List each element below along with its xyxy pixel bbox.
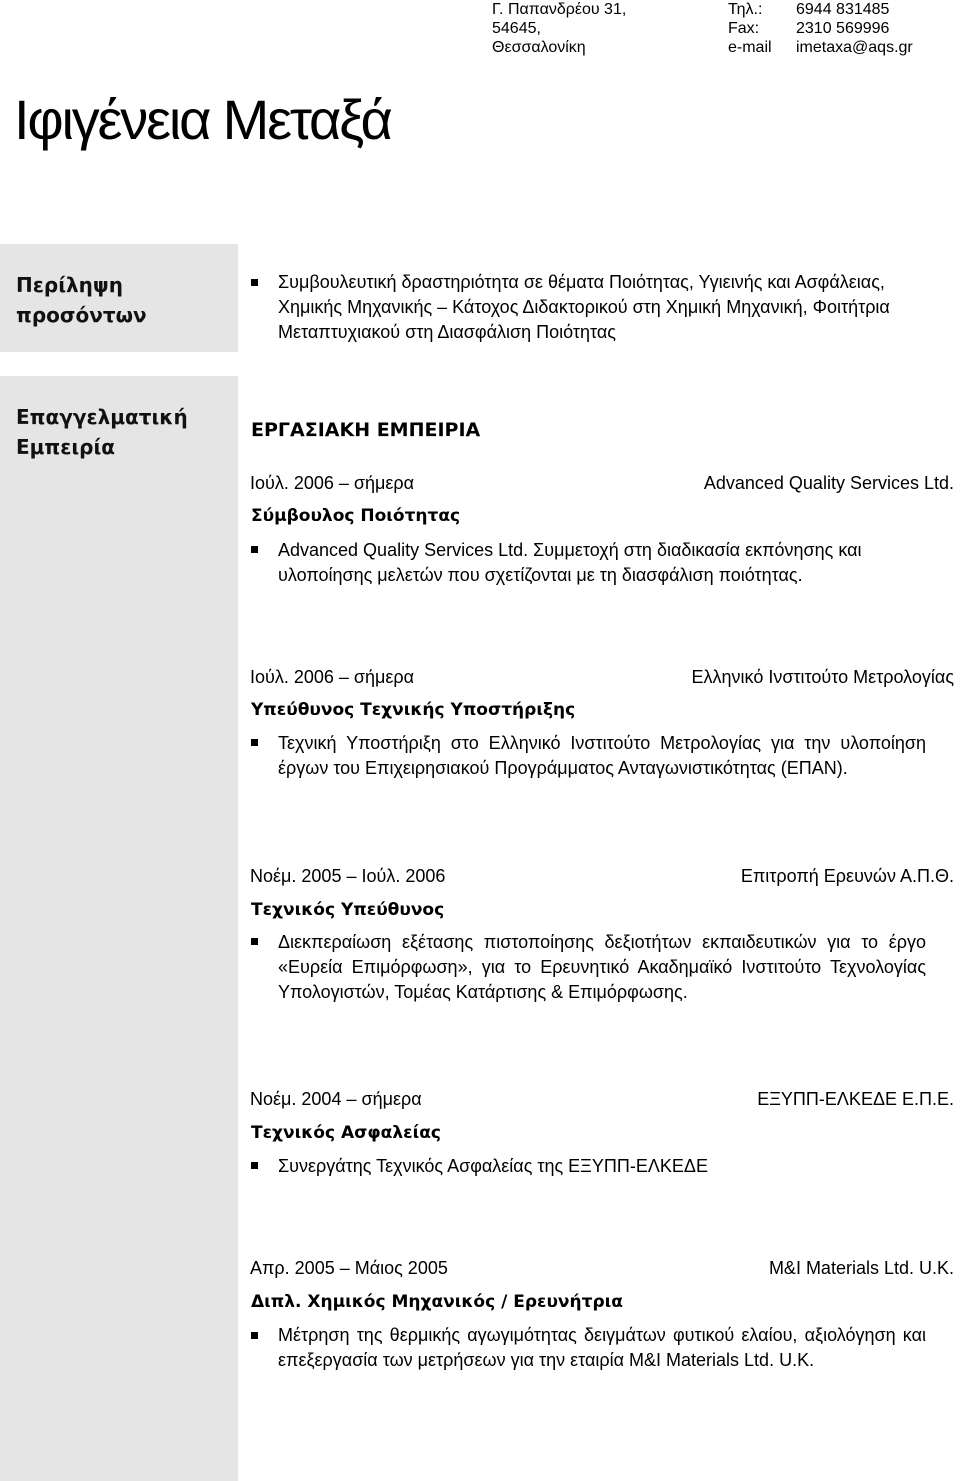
job-role: Τεχνικός Ασφαλείας [251,1123,441,1143]
job-description: Μέτρηση της θερμικής αγωγιμότητας δειγμάτων φυτικού ελαίου, αξιολόγηση και επεξεργασία των μετρήσεων για την εταιρία M&I Materials Ltd. U.K. [278,1325,926,1370]
job-company: Advanced Quality Services Ltd. [703,473,954,493]
email-label: e-mail [728,39,772,56]
job-role: Σύμβουλος Ποιότητας [251,506,461,526]
job-dates: Νοέμ. 2004 – σήμερα [250,1089,422,1109]
job-dates: Νοέμ. 2005 – Ιούλ. 2006 [250,866,446,886]
job-description: Συνεργάτης Τεχνικός Ασφαλείας της ΕΞΥΠΠ-ΕΛΚΕΔΕ [278,1156,708,1176]
fax-label: Fax: [728,20,760,37]
address-line: Θεσσαλονίκη [492,39,586,56]
summary-label-line: Περίληψη [16,273,123,297]
address-line: Γ. Παπανδρέου 31, [492,1,627,18]
experience-heading: ΕΡΓΑΣΙΑΚΗ ΕΜΠΕΙΡΙΑ [251,419,481,441]
job-role: Τεχνικός Υπεύθυνος [251,900,445,920]
bullet-icon [251,938,258,945]
person-name: Ιφιγένεια Μεταξά [14,88,391,151]
summary-label-line: προσόντων [16,303,147,327]
experience-label-line: Εμπειρία [16,435,115,459]
bullet-icon [251,1162,258,1169]
job-company: Επιτροπή Ερευνών Α.Π.Θ. [740,866,954,886]
job-company: Ελληνικό Ινστιτούτο Μετρολογίας [691,667,954,687]
bullet-icon [251,279,258,286]
job-description: Advanced Quality Services Ltd. Συμμετοχή στη διαδικασία εκπόνησης και υλοποίησης μελετών που σχετίζονται με τη διασφάλιση ποιότητας. [278,540,862,585]
summary-text: Συμβουλευτική δραστηριότητα σε θέματα Ποιότητας, Υγιεινής και Ασφάλειας, Χημικής Μηχανικής – Κάτοχος Διδακτορικού στη Χημική Μηχανική, Φοιτήτρια Μεταπτυχιακού στη Διασφάλιση Ποιότητας [278,272,890,342]
fax-value: 2310 569996 [796,20,890,37]
experience-label-line: Επαγγελματική [16,405,188,429]
job-role: Υπεύθυνος Τεχνικής Υποστήριξης [251,700,576,720]
email-link[interactable]: imetaxa@aqs.gr [796,39,913,56]
job-dates: Ιούλ. 2006 – σήμερα [250,473,415,493]
bullet-icon [251,739,258,746]
phone-label: Τηλ.: [728,1,763,18]
job-company: ΕΞΥΠΠ-ΕΛΚΕΔΕ Ε.Π.Ε. [757,1089,954,1109]
job-dates: Ιούλ. 2006 – σήμερα [250,667,415,687]
job-description: Διεκπεραίωση εξέτασης πιστοποίησης δεξιοτήτων εκπαιδευτικών για το έργο «Ευρεία Επιμόρφωση», για το Ερευνητικό Ακαδημαϊκό Ινστιτούτο Τεχνολογίας Υπολογιστών, Τομέας Κατάρτισης & Επιμόρφωσης. [278,932,926,1002]
job-description: Τεχνική Υποστήριξη στο Ελληνικό Ινστιτούτο Μετρολογίας για την υλοποίηση έργων του Επιχειρησιακού Προγράμματος Ανταγωνιστικότητας (ΕΠΑΝ). [278,733,926,778]
job-company: M&I Materials Ltd. U.K. [768,1258,954,1278]
phone-value: 6944 831485 [796,1,890,18]
bullet-icon [251,546,258,553]
address-line: 54645, [492,20,541,37]
job-role: Διπλ. Χημικός Μηχανικός / Ερευνήτρια [251,1292,623,1312]
bullet-icon [251,1332,258,1339]
job-dates: Απρ. 2005 – Μάιος 2005 [250,1258,448,1278]
